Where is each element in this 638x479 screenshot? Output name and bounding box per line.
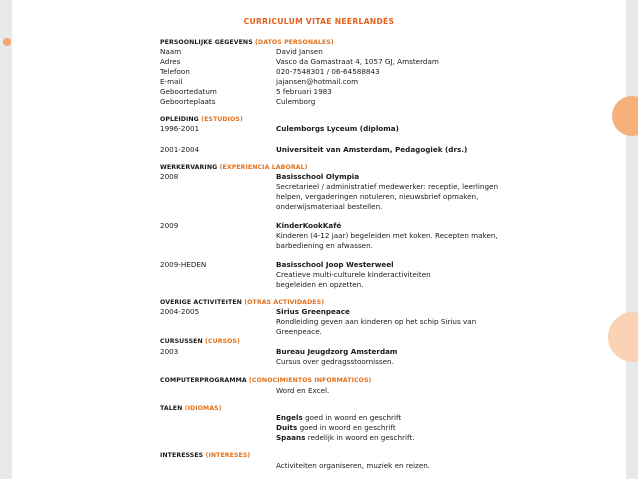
personal-value: 5 februari 1983 (276, 87, 332, 96)
other-description-line: Rondleiding geven aan kinderen op het schip Sirius van (276, 317, 477, 326)
personal-label: Geboorteplaats (160, 97, 216, 106)
language-row: Duits goed in woord en geschrift (276, 423, 396, 432)
personal-value: Vasco da Gamastraat 4, 1057 GJ, Amsterdam (276, 57, 439, 66)
other-period: 2004-2005 (160, 307, 200, 316)
section-heading-computer: COMPUTERPROGRAMMA (CONOCIMIENTOS INFORMÁTICOS) (160, 377, 372, 384)
section-heading-education: OPLEIDING (ESTUDIOS) (160, 116, 243, 123)
personal-label: E-mail (160, 77, 183, 86)
section-heading-languages: TALEN (IDIOMAS) (160, 405, 222, 412)
job-period: 2009-HEDEN (160, 260, 207, 269)
computer-skills: Word en Excel. (276, 386, 330, 395)
other-name: Sirius Greenpeace (276, 307, 350, 316)
decor-dot (3, 38, 11, 46)
personal-value: jajansen@hotmail.com (276, 77, 359, 86)
courses-period: 2003 (160, 347, 179, 356)
job-description-line: Creatieve multi-culturele kinderactiviteiten (276, 270, 431, 279)
section-heading-other: OVERIGE ACTIVITEITEN (OTRAS ACTIVIDADES) (160, 299, 325, 306)
courses-description: Cursus over gedragsstoornissen. (276, 357, 394, 366)
section-heading-courses: CURSUSSEN (CURSOS) (160, 338, 240, 345)
interests-text: Activiteiten organiseren, muziek en reizen. (276, 461, 431, 470)
courses-name: Bureau Jeugdzorg Amsterdam (276, 347, 398, 356)
job-description-line: Secretarieel / administratief medewerker: receptie, leerlingen (276, 182, 499, 191)
job-description-line: begeleiden en opzetten. (276, 280, 364, 289)
education-value: Universiteit van Amsterdam, Pedagogiek (drs.) (276, 145, 468, 154)
education-period: 1996-2001 (160, 124, 200, 133)
personal-label: Telefoon (160, 67, 190, 76)
job-employer: Basisschool Joop Westerweel (276, 260, 394, 269)
personal-label: Geboortedatum (160, 87, 217, 96)
job-employer: Basisschool Olympia (276, 172, 360, 181)
section-heading-interests: INTERESSES (INTERESES) (160, 452, 251, 459)
decor-circle (612, 96, 638, 136)
job-period: 2008 (160, 172, 179, 181)
personal-value: Culemborg (276, 97, 316, 106)
decor-circle-light (608, 312, 638, 362)
language-row: Spaans redelijk in woord en geschrift. (276, 433, 415, 442)
education-period: 2001-2004 (160, 145, 200, 154)
job-description-line: Kinderen (4-12 jaar) begeleiden met koken. Recepten maken, (276, 231, 498, 240)
job-description-line: barbediening en afwassen. (276, 241, 373, 250)
personal-value: David Jansen (276, 47, 323, 56)
job-description-line: onderwijsmateriaal bestellen. (276, 202, 383, 211)
education-value: Culemborgs Lyceum (diploma) (276, 124, 399, 133)
other-description-line: Greenpeace. (276, 327, 322, 336)
job-description-line: helpen, vergaderingen notuleren, nieuwsbrief opmaken, (276, 192, 479, 201)
job-period: 2009 (160, 221, 179, 230)
page-title: CURRICULUM VITAE NEERLANDÉS (243, 17, 395, 26)
section-heading-experience: WERKERVARING (EXPERIENCIA LABORAL) (160, 164, 308, 171)
personal-value: 020-7548301 / 06-64588843 (276, 67, 380, 76)
left-frame-bar (0, 0, 12, 479)
section-heading-personal: PERSOONLIJKE GEGEVENS (DATOS PERSONALES) (160, 39, 334, 46)
job-employer: KinderKookKafé (276, 221, 342, 230)
right-frame-bar (626, 0, 638, 479)
personal-label: Adres (160, 57, 181, 66)
language-row: Engels goed in woord en geschrift (276, 413, 402, 422)
personal-label: Naam (160, 47, 182, 56)
